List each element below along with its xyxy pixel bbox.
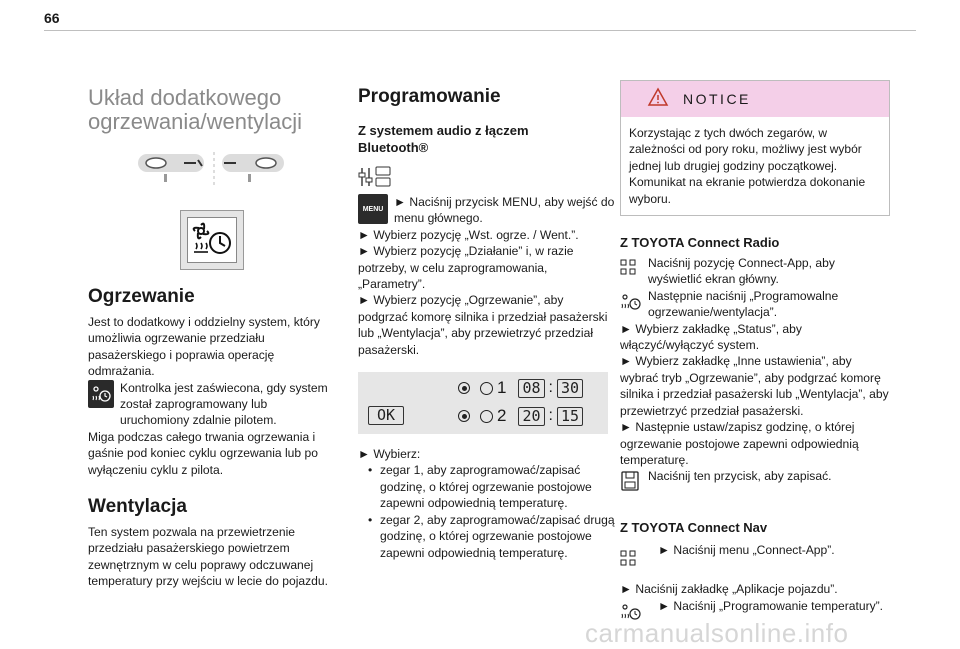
connect-step-5: ► Następnie ustaw/zapisz godzinę, o której ogrzewanie postojowe zapewni odpowiednią temperaturę. [620, 420, 859, 467]
programming-heading: Programowanie [358, 86, 501, 107]
step-select-operation: ► Wybierz pozycję „Działanie” i, w razie potrzeby, w celu zaprogramowania, „Parametry”. [358, 244, 574, 292]
watermark: carmanualsonline.info [585, 618, 849, 648]
heating-paragraph-3: Miga podczas całego trwania ogrzewania i gaśnie pod koniec cyklu ogrzewania lub po wyłączeniu cyklu z pilota. [88, 429, 318, 477]
audio-settings-icon [358, 164, 392, 190]
notice-header [621, 81, 889, 117]
nav-step-2: ► Naciśnij zakładkę „Aplikacje pojazdu”. [620, 582, 838, 597]
timer-1-row [458, 378, 583, 398]
header-divider [44, 30, 916, 31]
connect-radio-heading: Z TOYOTA Connect Radio [620, 235, 780, 251]
connect-step-save: Naciśnij ten przycisk, aby zapisać. [648, 469, 832, 484]
timer-2-number: 2 [497, 406, 507, 426]
heater-warning-light-icon [88, 380, 114, 408]
timer-1-number: 1 [497, 378, 507, 398]
list-item: • zegar 1, aby zaprogramować/zapisać godzinę, o której ogrzewanie postojowe zapewni odpowiednią temperaturę. [358, 462, 616, 511]
step-choose: ► Wybierz: [358, 447, 421, 462]
heating-paragraph-1: Jest to dodatkowy i oddzielny system, który umożliwia ogrzewanie przedziału pasażerskiego i poprawia operację odmrażania. [88, 315, 320, 379]
steering-wheel-illustration [136, 148, 286, 192]
list-item: • zegar 2, aby zaprogramować/zapisać drugą godzinę, o której ogrzewanie postojowe zapewni odpowiednią temperaturę. [358, 512, 616, 561]
notice-title: NOTICE [683, 91, 751, 107]
notice-box [620, 80, 890, 216]
time-separator: : [548, 407, 553, 425]
heating-paragraph-2: Kontrolka jest zaświecona, gdy system został zaprogramowany lub uruchomiony zdalnie pilotem. [120, 380, 328, 428]
clock-icon [480, 382, 493, 395]
menu-button-icon: MENU [358, 194, 388, 224]
notice-text: Korzystając z tych dwóch zegarów, w zależności od pory roku, możliwy jest wybór jednej lub drugiej godziny początkowej. Komunikat na ekranie potwierdza dokonanie wyboru. [629, 126, 866, 206]
connect-step-3: ► Wybierz zakładkę „Status”, aby włączyć/wyłączyć system. [620, 321, 802, 353]
column-programming [358, 80, 616, 561]
warning-triangle-icon [647, 87, 669, 112]
connect-step-1: Naciśnij pozycję Connect-App, aby wyświetlić ekran główny. [648, 256, 835, 287]
column-heating-intro [88, 80, 338, 590]
heater-timer-icon [620, 292, 642, 317]
radio-selected-icon[interactable] [458, 382, 470, 394]
step-select-heating: ► Wybierz pozycję „Wst. ogrze. / Went.”. [358, 227, 579, 242]
radio-selected-icon[interactable] [458, 410, 470, 422]
connect-step-2: Następnie naciśnij „Programowalne ogrzewanie/wentylacja”. [648, 288, 839, 320]
timer-2-row [458, 406, 583, 426]
timer-1-hours[interactable]: 08 [518, 379, 544, 398]
clock-icon [480, 410, 493, 423]
timer-display [358, 372, 608, 434]
ok-button[interactable]: OK [368, 406, 404, 425]
nav-step-3: ► Naciśnij „Programowanie temperatury”. [658, 598, 884, 613]
page-number: 66 [44, 10, 60, 26]
bluetooth-subheading: Z systemem audio z łączem Bluetooth® [358, 123, 529, 155]
timer-options-list [358, 462, 616, 560]
timer-1-minutes[interactable]: 30 [557, 379, 583, 398]
section-title: Układ dodatkowego ogrzewania/wentylacji [88, 85, 302, 134]
apps-grid-icon [620, 550, 642, 571]
step-select-mode: ► Wybierz pozycję „Ogrzewanie”, aby podgrzać komorę silnika i przedział pasażerski lub „Wentylacja”, aby przewietrzyć przedział pasażerski. [358, 293, 608, 357]
ventilation-heading: Wentylacja [88, 496, 187, 518]
timer-2-hours[interactable]: 20 [518, 407, 544, 426]
heating-heading: Ogrzewanie [88, 286, 195, 307]
heater-indicator-illustration [180, 210, 244, 270]
time-separator: : [548, 379, 553, 397]
timer-2-minutes[interactable]: 15 [557, 407, 583, 426]
column-connect [620, 80, 890, 627]
step-menu: ► Naciśnij przycisk MENU, aby wejść do menu głównego. [394, 195, 615, 226]
nav-step-1: ► Naciśnij menu „Connect-App”. [658, 543, 835, 558]
ventilation-paragraph: Ten system pozwala na przewietrzenie przedziału pasażerskiego powietrzem zewnętrznym w celu poprawy odczuwanej temperatury przy wejściu w lecie do pojazdu. [88, 525, 328, 589]
apps-grid-icon [620, 259, 642, 280]
save-icon [620, 470, 642, 497]
connect-step-4: ► Wybierz zakładkę „Inne ustawienia”, aby wybrać tryb „Ogrzewanie”, aby podgrzać komorę silnika i przedział pasażerski lub „Wentylacja”, aby przewietrzyć przedział pasażerski. [620, 354, 889, 418]
heater-timer-icon [187, 217, 237, 263]
connect-nav-heading: Z TOYOTA Connect Nav [620, 520, 768, 536]
